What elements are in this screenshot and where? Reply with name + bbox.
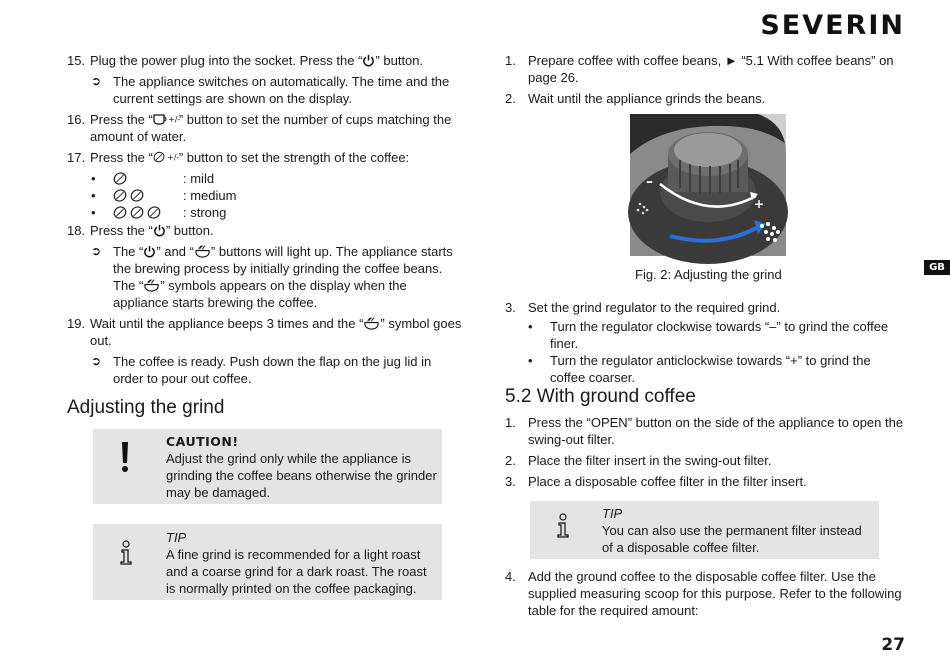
step-text: Place a disposable coffee filter in the filter insert. xyxy=(528,474,807,489)
svg-text:–: – xyxy=(646,174,653,190)
figure-caption: Fig. 2: Adjusting the grind xyxy=(635,267,782,282)
step-text: Prepare coffee with coffee beans, ► xyxy=(528,53,738,68)
section-heading: Adjusting the grind xyxy=(67,397,225,418)
right-column-lower xyxy=(505,299,905,386)
caution-box xyxy=(93,429,442,504)
power-icon xyxy=(143,245,156,258)
bullet: • xyxy=(91,188,96,203)
step-number: 3. xyxy=(505,300,516,315)
bean-icon xyxy=(130,189,144,202)
step-text: Wait until the appliance grinds the beans. xyxy=(528,91,766,106)
bean-icon xyxy=(113,189,127,202)
grind-icon xyxy=(363,315,380,330)
step-1 xyxy=(505,52,905,86)
bean-icon xyxy=(113,172,127,185)
step-text: Set the grind regulator to the required grind. xyxy=(528,300,781,315)
bullet: • xyxy=(528,319,533,334)
bean-icon xyxy=(113,206,127,219)
step-text: Place the filter insert in the swing-out filter. xyxy=(528,453,772,468)
bullet: • xyxy=(528,353,533,368)
step-52-1 xyxy=(505,414,905,448)
regulator-bullet xyxy=(505,352,905,386)
step-19 xyxy=(67,315,462,349)
bean-icons xyxy=(113,204,183,221)
step-number: 18. xyxy=(67,223,86,238)
step-text: Add the ground coffee to the disposable coffee filter. Use the supplied measuring scoop for this purpose. Refer to the following table for the required amount: xyxy=(528,569,902,618)
step-52-4 xyxy=(505,568,905,619)
step-text: Press the “ xyxy=(90,223,153,238)
tip-box xyxy=(93,524,442,600)
step-text: ” button. xyxy=(375,53,424,68)
strength-label: : medium xyxy=(183,188,237,203)
strength-mild xyxy=(67,170,462,187)
grind-icon xyxy=(194,243,211,258)
tip-title: TIP xyxy=(602,506,623,521)
page-number: 27 xyxy=(881,635,905,655)
step-number: 16. xyxy=(67,112,86,127)
step-18 xyxy=(67,222,462,239)
strength-label: : mild xyxy=(183,171,215,186)
bullet: • xyxy=(91,171,96,186)
step-52-2 xyxy=(505,452,905,469)
step-number: 19. xyxy=(67,316,86,331)
right-column-steps-52 xyxy=(505,414,905,494)
step-number: 2. xyxy=(505,453,516,468)
strength-label: : strong xyxy=(183,205,227,220)
cross-reference-link[interactable]: “5.1 With coffee beans” on page 26. xyxy=(528,53,894,85)
strength-strong xyxy=(67,204,462,221)
svg-text:+/-: +/- xyxy=(167,115,181,124)
caution-text: Adjust the grind only while the appliance is grinding the coffee beans otherwise the grinder may be damaged. xyxy=(166,451,437,500)
result-text: The coffee is ready. Push down the flap on the jug lid in order to pour out coffee. xyxy=(113,354,432,386)
bullet: • xyxy=(91,205,96,220)
step-text: ” button to set the number of cups matching the amount of water. xyxy=(90,112,452,144)
caution-title: CAUTION! xyxy=(166,434,239,449)
left-column xyxy=(67,52,462,391)
bean-icon xyxy=(147,206,161,219)
language-tab: GB xyxy=(924,260,950,275)
step-number: 4. xyxy=(505,569,516,584)
step-text: Wait until the appliance beeps 3 times and the “ xyxy=(90,316,364,331)
step-52-3 xyxy=(505,473,905,490)
exclamation-icon xyxy=(120,441,130,473)
power-icon xyxy=(362,54,375,67)
section-heading-5-2: 5.2 With ground coffee xyxy=(505,386,696,407)
bean-plus-minus-icon xyxy=(153,151,179,164)
step-15 xyxy=(67,52,462,69)
svg-text:+/-: +/- xyxy=(166,153,180,162)
svg-text:+: + xyxy=(754,197,765,211)
step-number: 1. xyxy=(505,415,516,430)
tip-title: TIP xyxy=(166,530,187,545)
right-column-step4 xyxy=(505,568,905,623)
bean-icons xyxy=(113,170,183,187)
power-icon xyxy=(153,224,166,237)
result-text: The appliance switches on automatically. The time and the current settings are shown on the display. xyxy=(113,74,450,106)
bean-icon xyxy=(130,206,144,219)
step-number: 1. xyxy=(505,53,516,68)
step-text: Press the “ xyxy=(90,112,153,127)
step-3 xyxy=(505,299,905,316)
result-arrow-icon: ➲ xyxy=(91,354,102,368)
tip-box-right xyxy=(530,501,879,559)
grind-regulator-illustration xyxy=(630,114,786,256)
step-text: ” symbol goes out. xyxy=(90,316,462,348)
grind-regulator-figure xyxy=(630,114,786,256)
result-text: ” symbols appears on the display when the appliance starts brewing the coffee. xyxy=(113,278,407,310)
result-text: ” and “ xyxy=(156,244,194,259)
step-text: Press the “ xyxy=(90,150,153,165)
result-arrow-icon: ➲ xyxy=(91,244,102,258)
result-18 xyxy=(67,243,462,311)
info-icon xyxy=(117,540,135,566)
regulator-bullet xyxy=(505,318,905,352)
strength-medium xyxy=(67,187,462,204)
step-number: 2. xyxy=(505,91,516,106)
brand-logo: SEVERIN xyxy=(760,10,905,41)
step-number: 17. xyxy=(67,150,86,165)
step-text: ” button to set the strength of the coffee: xyxy=(178,150,410,165)
step-text: Plug the power plug into the socket. Press the “ xyxy=(90,53,363,68)
step-number: 15. xyxy=(67,53,86,68)
step-16 xyxy=(67,111,462,145)
tip-text: A fine grind is recommended for a light roast and a coarse grind for a dark roast. The roast is normally printed on the coffee packaging. xyxy=(166,547,427,596)
bullet-text: Turn the regulator clockwise towards “–” to grind the coffee finer. xyxy=(550,319,889,351)
step-2 xyxy=(505,90,905,107)
result-text: ” buttons will light up. The appliance starts the brewing process by initially grinding the coffee beans. The “ xyxy=(113,244,453,293)
right-column xyxy=(505,52,905,111)
result-text: The “ xyxy=(113,244,144,259)
info-icon xyxy=(554,513,572,539)
result-arrow-icon: ➲ xyxy=(91,74,102,88)
step-17 xyxy=(67,149,462,166)
bullet-text: Turn the regulator anticlockwise towards “+” to grind the coffee coarser. xyxy=(550,353,871,385)
grind-icon xyxy=(143,277,160,292)
step-number: 3. xyxy=(505,474,516,489)
bean-icons xyxy=(113,187,183,204)
tip-text: You can also use the permanent filter instead of a disposable coffee filter. xyxy=(602,523,862,555)
step-text: ” button. xyxy=(165,223,214,238)
result-15 xyxy=(67,73,462,107)
cup-plus-minus-icon xyxy=(153,113,179,126)
result-19 xyxy=(67,353,462,387)
step-text: Press the “OPEN” button on the side of the appliance to open the swing-out filter. xyxy=(528,415,904,447)
